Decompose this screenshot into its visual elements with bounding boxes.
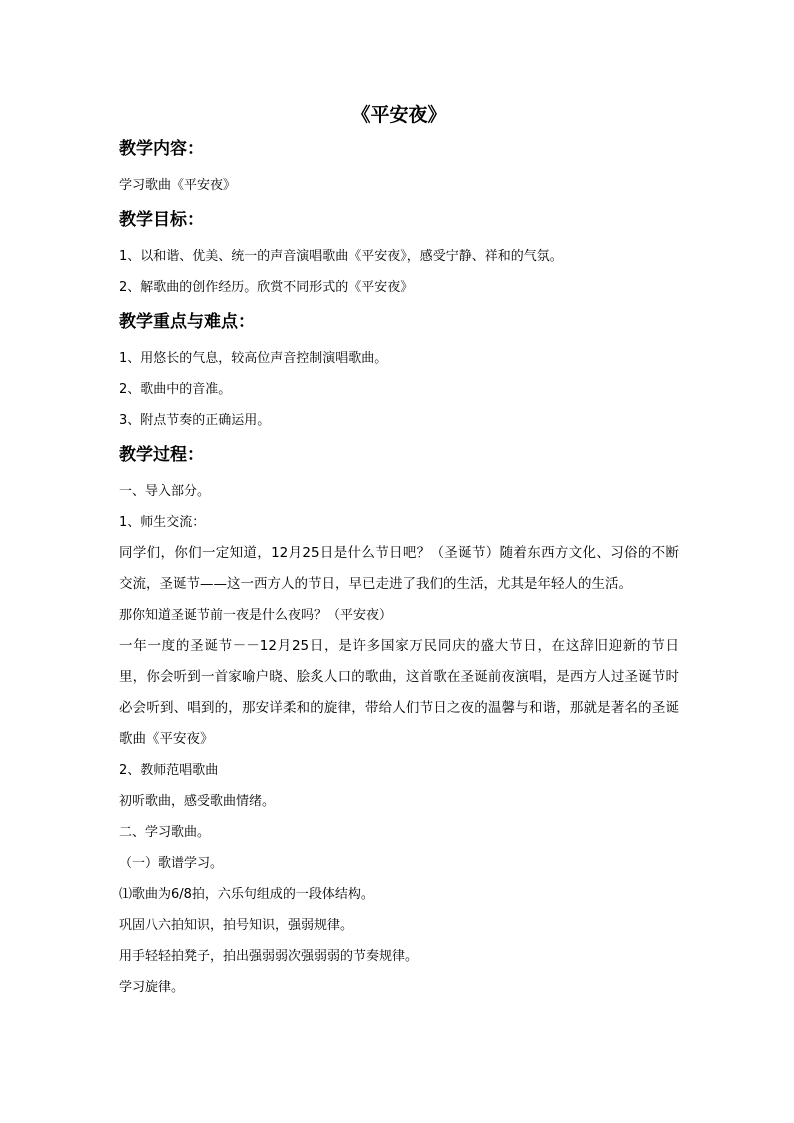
key-point-line-2: 2、歌曲中的音准。 (119, 382, 232, 397)
section-heading-process: 教学过程： (119, 445, 204, 465)
process-item-2: 1、师生交流： (119, 515, 206, 530)
process-item-6: 二、学习歌曲。 (119, 825, 211, 840)
document-title: 《平安夜》 (351, 104, 447, 126)
process-item-1: 一、导入部分。 (119, 484, 211, 499)
process-item-10: 用手轻轻拍凳子，拍出强弱弱次强弱弱的节奏规律。 (119, 949, 419, 964)
process-item-11: 学习旋律。 (119, 980, 185, 995)
document-page (119, 100, 679, 1003)
key-point-line-3: 3、附点节奏的正确运用。 (119, 413, 271, 428)
key-point-line-1: 1、用悠长的气息，较高位声音控制演唱歌曲。 (119, 351, 388, 366)
process-item-5: 初听歌曲，感受歌曲情绪。 (119, 794, 276, 809)
process-item-4: 2、教师范唱歌曲 (119, 763, 219, 778)
goal-line-2: 2、解歌曲的创作经历。欣赏不同形式的《平安夜》 (119, 280, 414, 295)
process-item-3: 那你知道圣诞节前一夜是什么夜吗？（平安夜） (119, 608, 393, 623)
process-item-8: ⑴歌曲为6/8拍，六乐句组成的一段体结构。 (119, 887, 374, 902)
process-item-7: （一）歌谱学习。 (119, 856, 224, 871)
process-paragraph-1: 同学们，你们一定知道，12月25日是什么节日吧？（圣诞节）随着东西方文化、习俗的不断交流，圣诞节——这一西方人的节日，早已走进了我们的生活，尤其是年轻人的生活。 (119, 545, 679, 592)
process-item-9: 巩固八六拍知识，拍号知识，强弱规律。 (119, 918, 354, 933)
content-line: 学习歌曲《平安夜》 (119, 178, 237, 193)
section-heading-goals: 教学目标： (119, 210, 204, 230)
process-paragraph-2: 一年一度的圣诞节－－12月25日，是许多国家万民同庆的盛大节日，在这辞旧迎新的节日里，你会听到一首家喻户晓、脍炙人口的歌曲，这首歌在圣诞前夜演唱，是西方人过圣诞节时必会听到、唱到的，那安详柔和的旋律，带给人们节日之夜的温馨与和谐，那就是著名的圣诞歌曲《平安夜》 (119, 638, 679, 747)
goal-line-1: 1、以和谐、优美、统一的声音演唱歌曲《平安夜》，感受宁静、祥和的气氛。 (119, 249, 563, 264)
section-heading-key-points: 教学重点与难点： (119, 312, 255, 332)
section-heading-content: 教学内容： (119, 139, 204, 159)
